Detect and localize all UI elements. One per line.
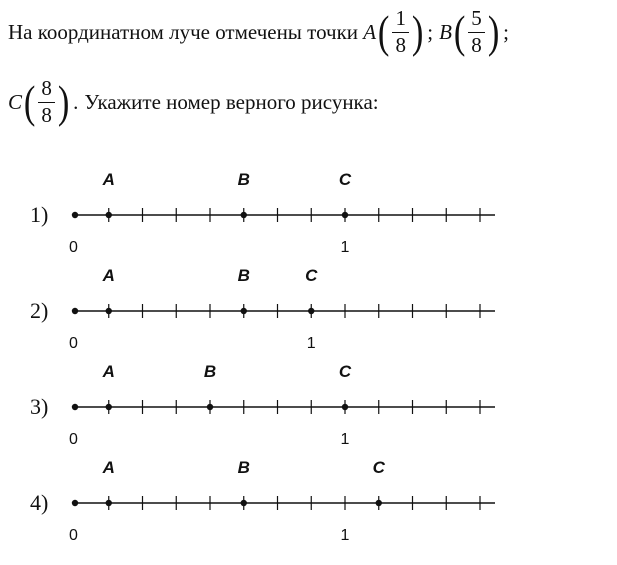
fraction-c-denominator: 8: [41, 102, 52, 127]
option-2-point-b-dot: [241, 308, 247, 314]
option-1-origin-dot: [72, 212, 78, 218]
option-4-point-c-label: C: [372, 458, 385, 477]
option-2-one-label: 1: [306, 335, 316, 352]
option-2-number: 2): [30, 298, 49, 323]
option-4-zero-label: 0: [69, 527, 78, 544]
problem-question: Укажите номер верного рисунка:: [84, 89, 379, 114]
option-3-point-b-label: B: [203, 362, 217, 381]
left-paren-b: (: [453, 6, 466, 57]
option-1-one-label: 1: [340, 239, 350, 256]
option-1-point-a-label: A: [102, 170, 115, 189]
option-4-point-a-dot: [106, 500, 112, 506]
option-2-zero-label: 0: [69, 335, 78, 352]
option-4-origin-dot: [72, 500, 78, 506]
point-a-name: A: [363, 19, 377, 44]
option-4-point-b-dot: [241, 500, 247, 506]
option-1-number: 1): [30, 202, 49, 227]
left-paren-c: (: [23, 76, 36, 127]
option-2-point-a-label: A: [102, 266, 115, 285]
fraction-c-numerator: 8: [38, 77, 55, 102]
right-paren-c: ): [57, 76, 70, 127]
option-4-one-label: 1: [340, 527, 350, 544]
point-b-name: B: [439, 19, 452, 44]
separator-b: ;: [503, 19, 509, 44]
fraction-a-numerator: 1: [392, 7, 409, 32]
option-3-point-c-dot: [342, 404, 348, 410]
fraction-a-denominator: 8: [395, 32, 406, 57]
option-4-number: 4): [30, 490, 49, 515]
option-1-point-c-label: C: [338, 170, 352, 189]
option-2-point-c-dot: [308, 308, 314, 314]
problem-intro: На координатном луче отмечены точки: [8, 19, 359, 44]
fraction-b-numerator: 5: [468, 7, 485, 32]
option-3-one-label: 1: [340, 431, 350, 448]
point-c-name: C: [8, 89, 23, 114]
separator-a: ;: [427, 19, 434, 44]
right-paren-a: ): [411, 6, 424, 57]
option-3-zero-label: 0: [69, 431, 78, 448]
option-1-point-c-dot: [342, 212, 348, 218]
option-3-point-c-label: C: [338, 362, 352, 381]
fraction-b-denominator: 8: [471, 32, 482, 57]
option-1-zero-label: 0: [69, 239, 78, 256]
option-2-point-a-dot: [106, 308, 112, 314]
option-3-point-a-dot: [106, 404, 112, 410]
option-1-point-a-dot: [106, 212, 112, 218]
option-3-origin-dot: [72, 404, 78, 410]
option-4-point-b-label: B: [237, 458, 250, 477]
option-2-point-b-label: B: [237, 266, 250, 285]
option-4-point-a-label: A: [102, 458, 115, 477]
option-2-origin-dot: [72, 308, 78, 314]
separator-c: .: [73, 89, 79, 114]
right-paren-b: ): [487, 6, 500, 57]
option-2-point-c-label: C: [305, 266, 318, 285]
option-3-number: 3): [30, 394, 49, 419]
left-paren-a: (: [378, 6, 390, 57]
option-1-point-b-label: B: [237, 170, 250, 189]
option-3-point-a-label: A: [102, 362, 115, 381]
option-3-point-b-dot: [207, 404, 213, 410]
option-1-point-b-dot: [241, 212, 247, 218]
option-4-point-c-dot: [376, 500, 382, 506]
